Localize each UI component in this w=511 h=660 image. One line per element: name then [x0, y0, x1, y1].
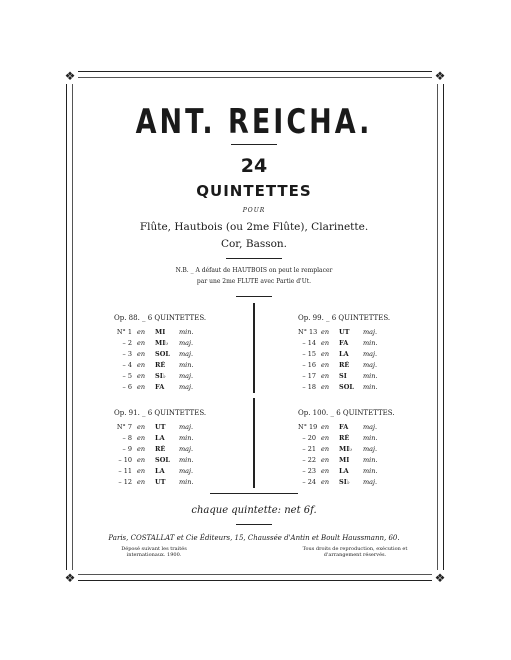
list-item: – 4 en RÉ min. [122, 361, 194, 369]
opus-group [298, 313, 390, 393]
opus-group [298, 408, 395, 488]
ornamental-rule [236, 524, 272, 525]
list-item: – 21 en MI♭ maj. [302, 445, 378, 453]
list-item: – 3 en SOL maj. [122, 350, 194, 358]
list-item: – 14 en FA min. [302, 339, 378, 347]
ornamental-rule [236, 296, 272, 297]
composer-name: ANT. REICHA. [135, 103, 373, 142]
opus-heading: Op. 99. _ 6 QUINTETTES. [298, 314, 391, 322]
list-item: – 22 en MI min. [302, 456, 378, 464]
list-item: – 23 en LA min. [302, 467, 378, 475]
corner-ornament-icon: ❖ [62, 68, 78, 84]
nb-note-line-1: N.B. _ A défaut de HAUTBOIS on peut le remplacer [175, 267, 333, 274]
corner-ornament-icon: ❖ [432, 68, 448, 84]
list-item: N° 19 en FA maj. [298, 423, 378, 431]
ornamental-rule [231, 144, 277, 145]
list-item: – 18 en SOL min. [302, 383, 378, 391]
corner-ornament-icon: ❖ [432, 570, 448, 586]
list-item: – 16 en RÉ maj. [302, 361, 378, 369]
opus-group [114, 408, 206, 488]
price-line: chaque quintette: net 6f. [191, 505, 317, 516]
column-divider [252, 303, 256, 393]
corner-ornament-icon: ❖ [62, 570, 78, 586]
opus-heading: Op. 91. _ 6 QUINTETTES. [114, 409, 207, 417]
list-item: – 6 en FA maj. [122, 383, 194, 391]
ornamental-rule [226, 258, 282, 259]
list-item: – 20 en RÉ min. [302, 434, 378, 442]
ornamental-rule [210, 493, 298, 494]
publisher-line: Paris, COSTALLAT et Cie Éditeurs, 15, Chaussée d'Antin et Boult Haussmann, 60. [108, 534, 400, 542]
opus-heading: Op. 88. _ 6 QUINTETTES. [114, 314, 207, 322]
nb-note-line-2: par une 2me FLUTE avec Partie d'Ut. [196, 278, 312, 285]
opus-heading: Op. 100. _ 6 QUINTETTES. [298, 409, 395, 417]
list-item: N° 13 en UT maj. [298, 328, 378, 336]
list-item: – 17 en SI min. [302, 372, 378, 380]
pour-label: POUR [242, 207, 266, 214]
work-count: 24 [240, 155, 268, 177]
list-item: N° 7 en UT maj. [116, 423, 194, 431]
list-item: – 15 en LA maj. [302, 350, 378, 358]
list-item: N° 1 en MI min. [116, 328, 194, 336]
list-item: – 24 en SI♭ maj. [302, 478, 378, 486]
list-item: – 2 en MI♭ maj. [122, 339, 194, 347]
rights-note: Tous droits de reproduction, exécution et d'arrangement réservés. [302, 546, 408, 558]
list-item: – 10 en SOL min. [118, 456, 194, 464]
column-divider [252, 398, 256, 488]
instruments-line-2: Cor, Basson. [220, 238, 288, 250]
list-item: – 12 en UT min. [118, 478, 194, 486]
work-title: QUINTETTES [196, 182, 312, 200]
list-item: – 11 en LA maj. [118, 467, 194, 475]
opus-group [114, 313, 206, 393]
list-item: – 9 en RÉ maj. [122, 445, 194, 453]
list-item: – 8 en LA min. [122, 434, 194, 442]
list-item: – 5 en SI♭ maj. [122, 372, 194, 380]
instruments-line-1: Flûte, Hautbois (ou 2me Flûte), Clarinette. [139, 221, 369, 233]
deposit-note: Déposé suivant les traités internationaux. 1900. [121, 546, 187, 558]
